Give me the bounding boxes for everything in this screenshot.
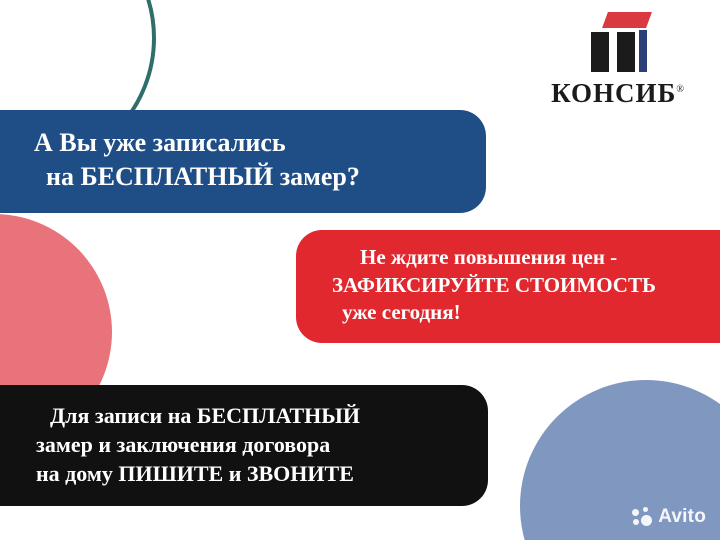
banner-blue-line-1: А Вы уже записались: [34, 128, 286, 157]
avito-watermark-label: Avito: [658, 506, 706, 527]
banner-black-line-2: замер и заключения договора: [36, 432, 331, 458]
avito-dots-icon: [632, 507, 652, 527]
brand-logo: [538, 12, 698, 109]
banner-red-line-3: уже сегодня!: [342, 300, 461, 325]
banner-black-line-3: на дому ПИШИТЕ и ЗВОНИТЕ: [36, 461, 354, 487]
konsib-logo-icon: [587, 12, 649, 72]
banner-black-line-1: Для записи на БЕСПЛАТНЫЙ: [50, 403, 360, 428]
headline-banner-black: [0, 385, 488, 506]
banner-red-line-2: ЗАФИКСИРУЙТЕ СТОИМОСТЬ: [332, 272, 656, 297]
brand-name-text: КОНСИБ: [551, 78, 677, 108]
banner-blue-line-2: на БЕСПЛАТНЫЙ замер?: [46, 162, 360, 192]
headline-banner-red: [296, 230, 720, 343]
brand-name: [551, 78, 685, 109]
banner-red-line-1: Не ждите повышения цен -: [360, 245, 618, 269]
avito-watermark: [632, 506, 706, 528]
headline-banner-blue: [0, 110, 486, 213]
registered-mark: ®: [676, 84, 685, 95]
